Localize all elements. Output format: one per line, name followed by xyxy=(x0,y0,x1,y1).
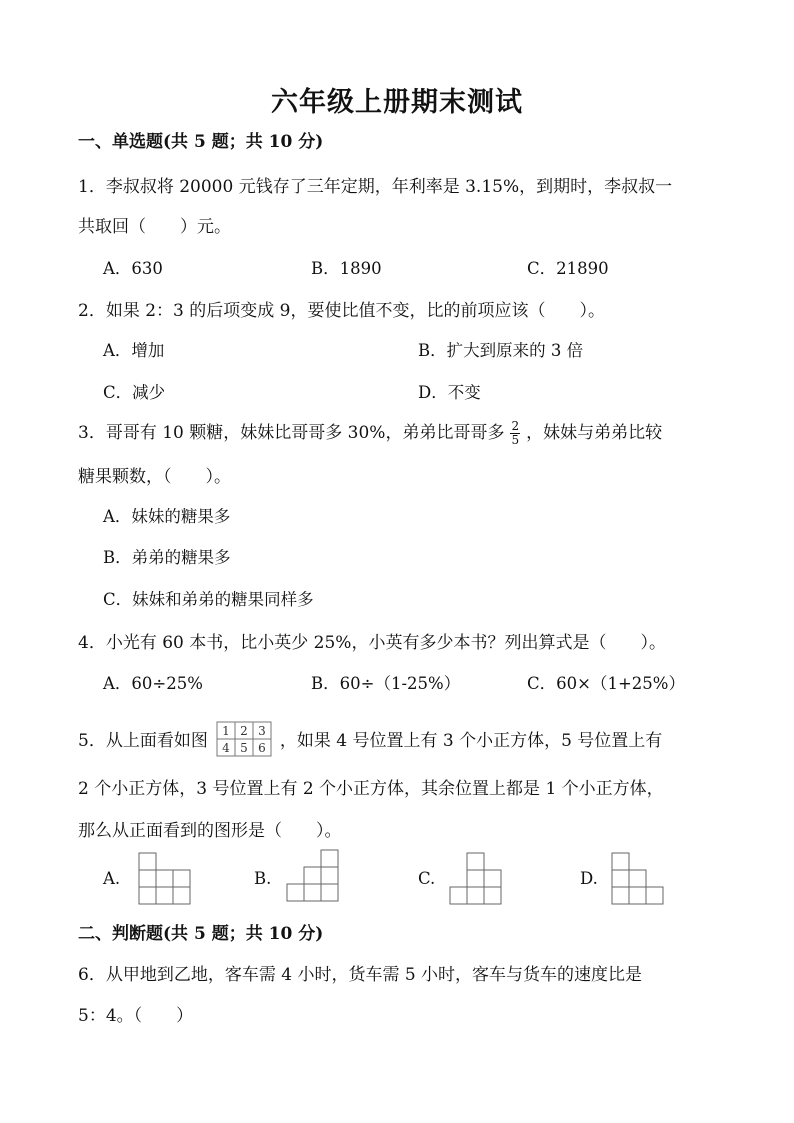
question-6-line-2: 5：4。（ ） xyxy=(78,1006,194,1026)
question-1-line-2: 共取回（ ）元。 xyxy=(78,217,231,237)
grid-digit-2: 2 xyxy=(240,724,248,738)
top-view-grid-figure xyxy=(216,721,272,762)
question-3-text-b: ，妹妹与弟弟比较 xyxy=(526,423,663,443)
grid-digit-1: 1 xyxy=(222,724,230,738)
question-2-option-b: B．扩大到原来的 3 倍 xyxy=(418,341,584,360)
grid-digit-3: 3 xyxy=(258,724,266,738)
question-3-option-c: C．妹妹和弟弟的糖果同样多 xyxy=(103,590,314,609)
question-5-option-d-label: D. xyxy=(580,869,598,888)
question-2-option-a: A．增加 xyxy=(103,341,165,360)
question-5-text-b: ，如果 4 号位置上有 3 个小正方体，5 号位置上有 xyxy=(279,731,663,751)
question-5-line-1 xyxy=(78,721,662,762)
question-4-option-b: B．60÷（1-25%） xyxy=(311,674,461,693)
option-c-figure xyxy=(448,851,504,905)
section-heading-true-false: 二、判断题(共 5 题；共 10 分) xyxy=(78,924,324,944)
question-5-option-b-label: B. xyxy=(254,869,272,888)
fraction-numerator: 2 xyxy=(511,419,520,433)
question-3-line-1 xyxy=(78,418,662,447)
option-d-figure xyxy=(610,851,666,905)
question-2-option-d: D．不变 xyxy=(418,383,481,402)
grid-digit-5: 5 xyxy=(240,741,248,755)
question-4-option-c: C．60×（1+25%） xyxy=(527,674,685,693)
question-1-option-b: B．1890 xyxy=(311,259,382,278)
question-3-text-a: 3．哥哥有 10 颗糖，妹妹比哥哥多 30%，弟弟比哥哥多 xyxy=(78,423,505,443)
question-3-option-a: A．妹妹的糖果多 xyxy=(103,507,231,526)
question-3-line-2: 糖果颗数，（ ）。 xyxy=(78,467,231,487)
page-title: 六年级上册期末测试 xyxy=(271,87,523,118)
question-5-option-a-label: A. xyxy=(103,869,121,888)
question-4-option-a: A．60÷25% xyxy=(103,674,203,693)
question-5-line-3: 那么从正面看到的图形是（ ）。 xyxy=(78,821,342,841)
fraction-denominator: 5 xyxy=(511,433,520,447)
question-5-option-c-label: C. xyxy=(418,869,436,888)
fraction-two-fifths xyxy=(510,420,520,447)
question-2-option-c: C．减少 xyxy=(103,383,166,402)
question-1-line-1: 1．李叔叔将 20000 元钱存了三年定期，年利率是 3.15%，到期时，李叔叔一 xyxy=(78,177,673,197)
question-3-option-b: B．弟弟的糖果多 xyxy=(103,548,231,567)
question-1-option-c: C．21890 xyxy=(527,259,609,278)
question-5-line-2: 2 个小正方体，3 号位置上有 2 个小正方体，其余位置上都是 1 个小正方体， xyxy=(78,779,664,799)
option-b-figure xyxy=(285,848,341,904)
grid-digit-4: 4 xyxy=(222,741,230,755)
question-4-line-1: 4．小光有 60 本书，比小英少 25%，小英有多少本书？列出算式是（ ）。 xyxy=(78,633,666,653)
question-2-line-1: 2．如果 2：3 的后项变成 9，要使比值不变，比的前项应该（ ）。 xyxy=(78,301,605,321)
grid-digit-6: 6 xyxy=(258,741,266,755)
option-a-figure xyxy=(137,851,193,905)
question-5-text-a: 5．从上面看如图 xyxy=(78,731,208,751)
question-1-option-a: A．630 xyxy=(103,259,163,278)
question-6-line-1: 6．从甲地到乙地，客车需 4 小时，货车需 5 小时，客车与货车的速度比是 xyxy=(78,965,643,985)
section-heading-single-choice: 一、单选题(共 5 题；共 10 分) xyxy=(78,132,324,152)
